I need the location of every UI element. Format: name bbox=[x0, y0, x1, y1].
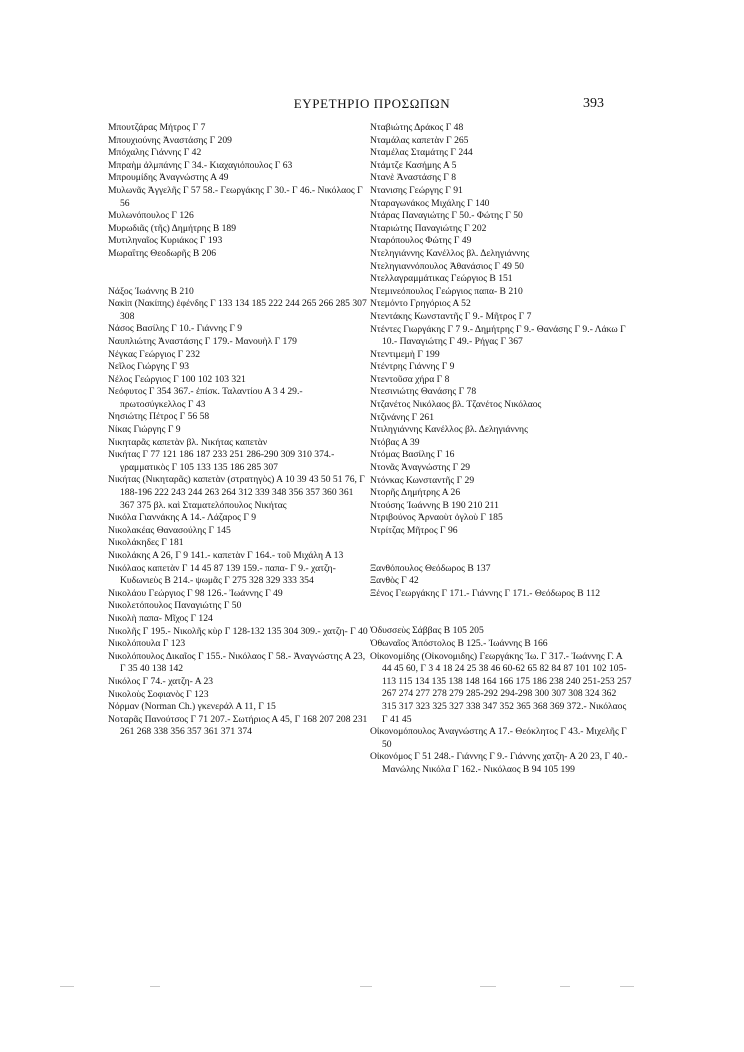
index-entry: Νικολοὺς Σοφιανὸς Γ 123 bbox=[108, 688, 209, 700]
index-entry: Νταριώτης Παναγιώτης Γ 202 bbox=[370, 222, 487, 234]
index-entry: Νικολῆς Γ 195.- Νικολῆς κὺρ Γ 128-132 135 304 309.- χατζη- Γ 40 bbox=[108, 625, 368, 637]
index-entry: Νάσος Βασίλης Γ 10.- Γιάννης Γ 9 bbox=[108, 323, 243, 335]
index-entry: Ντριβούνος Ἀρναοὺτ ὀγλοὺ Γ 185 bbox=[370, 512, 503, 524]
index-entry: Μυλωνᾶς Ἀγγελῆς Γ 57 58.- Γεωργάκης Γ 30.- Γ 46.- Νικόλαος Γ 56 bbox=[108, 184, 363, 209]
index-entry: Νταρόπουλος Φώτης Γ 49 bbox=[370, 235, 472, 247]
index-entry: Νταμέλας Σταμάτης Γ 244 bbox=[370, 147, 473, 159]
index-entry: Νησιώτης Πέτρος Γ 56 58 bbox=[108, 411, 210, 423]
index-entry: Ντόμας Βασίλης Γ 16 bbox=[370, 449, 455, 461]
index-entry: Νικολάκης Α 26, Γ 9 141.- καπετὰν Γ 164.- τοῦ Μιχάλη Α 13 bbox=[108, 550, 344, 561]
index-entry: Ντανισης Γεώργης Γ 91 bbox=[370, 184, 463, 196]
index-column-left bbox=[108, 122, 370, 739]
index-entry: Ντάμτζε Κασήμης Α 5 bbox=[370, 159, 457, 171]
index-entry: Μπραὴμ ἀλμπάνης Γ 34.- Κιαχαγιόπουλος Γ 63 bbox=[108, 159, 293, 171]
index-entry: Νταβιώτης Δράκος Γ 48 bbox=[370, 122, 464, 133]
index-entry: Ντεσινιώτης Θανάσης Γ 78 bbox=[370, 386, 477, 398]
index-entry: Οἰκονόμος Γ 51 248.- Γιάννης Γ 9.- Γιάννης χατζη- Α 20 23, Γ 40.- Μανώλης Νικόλα Γ 162.- Νικόλαος Β 94 105 199 bbox=[370, 751, 628, 775]
index-entry: Νικολάου Γεώργιος Γ 98 126.- Ἰωάννης Γ 49 bbox=[108, 587, 283, 599]
running-title: ΕΥΡΕΤΗΡΙΟ ΠΡΟΣΩΠΩΝ bbox=[293, 96, 451, 111]
index-entry: Νικολόπουλος Δικαῖος Γ 155.- Νικόλαος Γ 58.- Ἀναγνώστης Α 23, Γ 35 40 138 142 bbox=[108, 650, 366, 675]
index-entry: Ντεμινεόπουλος Γεώργιος παπα- Β 210 bbox=[370, 285, 523, 297]
index-entry: Νικόλαος καπετὰν Γ 14 45 87 139 159.- παπα- Γ 9.- χατζη- Κυδωνιεὺς Β 214.- ψωμᾶς Γ 275 328 329 333 354 bbox=[108, 562, 336, 587]
index-entry: Ντζανέτος Νικόλαος βλ. Τζανέτος Νικόλαος bbox=[370, 399, 542, 411]
index-entry: Ξένος Γεωργάκης Γ 171.- Γιάννης Γ 171.- Θεόδωρος Β 112 bbox=[370, 587, 601, 599]
index-entry: Νάξος Ἰωάννης Β 210 bbox=[108, 285, 194, 297]
index-entry: Ντεντοῦσα χήρα Γ 8 bbox=[370, 373, 450, 385]
index-entry: Ξανθόπουλος Θεόδωρος Β 137 bbox=[370, 562, 491, 574]
index-entry: Νικόλα Γιαννάκης Α 14.- Λάζαρος Γ 9 bbox=[108, 512, 257, 524]
index-entry: Ντονᾶς Ἀναγνώστης Γ 29 bbox=[370, 462, 471, 474]
index-entry: Νικόλος Γ 74.- χατζη- Α 23 bbox=[108, 675, 214, 687]
index-entry: Ναυπλιώτης Ἀναστάσης Γ 179.- Μανουὴλ Γ 179 bbox=[108, 335, 297, 347]
index-entry: Μυτιληναῖος Κυριάκος Γ 193 bbox=[108, 235, 223, 247]
bleed-through-marks bbox=[60, 986, 660, 992]
index-entry: Νικηταρᾶς καπετὰν βλ. Νικήτας καπετὰν bbox=[108, 436, 268, 448]
index-entry: Νικήτας Γ 77 121 186 187 233 251 286-290 309 310 374.- γραμματικὸς Γ 105 133 135 186 285 307 bbox=[108, 449, 335, 473]
index-entry: Ξανθὸς Γ 42 bbox=[370, 575, 419, 587]
index-entry: Ντεληγιαννόπουλος Ἀθανάσιος Γ 49 50 bbox=[370, 260, 524, 272]
index-entry: Νέλος Γεώργιος Γ 100 102 103 321 bbox=[108, 373, 246, 385]
index-entry: Νικολὴ παπα- Μῖχος Γ 124 bbox=[108, 612, 213, 624]
index-entry: Ντάρας Παναγιώτης Γ 50.- Φώτης Γ 50 bbox=[370, 210, 523, 222]
index-entry: Μπόχαλης Γιάννης Γ 42 bbox=[108, 147, 202, 159]
index-entry: Νακὶπ (Νακίπης) ἐφένδης Γ 133 134 185 222 244 265 266 285 307 308 bbox=[108, 298, 367, 322]
index-entry: Ντορῆς Δημήτρης Α 26 bbox=[370, 487, 461, 499]
index-entry: Νίκας Γιώργης Γ 9 bbox=[108, 424, 181, 436]
index-entry: Ντεντιμεμὴ Γ 199 bbox=[370, 348, 440, 360]
index-entry: Ντρίτζας Μῆτρος Γ 96 bbox=[370, 525, 458, 536]
index-entry: Μωραΐτης Θεοδωρῆς Β 206 bbox=[108, 247, 217, 259]
letter-group-gap bbox=[370, 600, 632, 625]
index-entry: Ντελλαγραμμάτικας Γεώργιος Β 151 bbox=[370, 273, 513, 285]
index-entry: Ντανὲ Ἀναστάσης Γ 8 bbox=[370, 172, 457, 184]
index-entry: Νικήτας (Νικηταρᾶς) καπετὰν (στρατηγὸς) Α 10 39 43 50 51 76, Γ 188-196 222 243 244 263 264 312 339 348 356 357 360 361 367 375 βλ. καὶ Σταματελόπουλος Νικήτας bbox=[108, 474, 365, 511]
index-entry: Μπουτζάρας Μήτρος Γ 7 bbox=[108, 122, 206, 133]
index-entry: Μπουχιούνης Ἀναστάσης Γ 209 bbox=[108, 134, 232, 146]
index-entry: Νοταρᾶς Πανούτσος Γ 71 207.- Σωτήριος Α 45, Γ 168 207 208 231 261 268 338 356 357 361 371 374 bbox=[108, 713, 368, 738]
index-entry: Νικολόπουλα Γ 123 bbox=[108, 638, 186, 650]
index-entry: Ντζινάνης Γ 261 bbox=[370, 411, 435, 423]
index-entry: Μυρωδιᾶς (τῆς) Δημήτρης Β 189 bbox=[108, 222, 237, 234]
index-entry: Ντεντάκης Κωνσταντῆς Γ 9.- Μῆτρος Γ 7 bbox=[370, 310, 532, 322]
index-entry: Νόρμαν (Norman Ch.) γκενεράλ Α 11, Γ 15 bbox=[108, 701, 276, 713]
index-entry: Ὀθωναῖος Ἀπόστολος Β 125.- Ἰωάννης Β 166 bbox=[370, 637, 548, 649]
index-entry: Μπρουμίδης Ἀναγνώστης Α 49 bbox=[108, 172, 229, 184]
index-entry: Οἰκονομίδης (Οἰκονομιδης) Γεωργάκης Ἰω. Γ 317.- Ἰωάννης Γ. Α 44 45 60, Γ 3 4 18 24 25 38 46 60-62 65 82 84 87 101 102 105-113 115 134 135 138 148 164 166 175 186 238 240 251-253 257 267 274 277 278 279 285-292 294-298 300 307 308 324 362 315 317 323 325 327 338 347 352 365 368 369 372.- Νικόλαος Γ 41 45 bbox=[370, 650, 632, 725]
index-entry: Ντεμόντο Γρηγόριος Α 52 bbox=[370, 298, 471, 310]
index-entry: Νεῖλος Γιώργης Γ 93 bbox=[108, 361, 190, 373]
page-header bbox=[0, 96, 744, 116]
index-entry: Νικολετόπουλος Παναγιώτης Γ 50 bbox=[108, 600, 242, 612]
index-entry: Ντιληγιάννης Κανέλλος βλ. Δεληγιάννης bbox=[370, 424, 528, 436]
index-entry: Νταμάλας καπετὰν Γ 265 bbox=[370, 134, 469, 146]
index-entry: Νικολακέας Θανασούλης Γ 145 bbox=[108, 524, 231, 536]
letter-group-gap bbox=[370, 538, 632, 563]
index-entry: Μυλωνόπουλος Γ 126 bbox=[108, 210, 194, 222]
page-number: 393 bbox=[583, 96, 604, 111]
index-entry: Νέγκας Γεώργιος Γ 232 bbox=[108, 348, 200, 360]
index-entry: Νικολάκηδες Γ 181 bbox=[108, 537, 184, 549]
index-entry: Νταραγωνάκος Μιχάλης Γ 140 bbox=[370, 197, 490, 209]
index-column-right bbox=[370, 122, 632, 777]
index-entry: Ντόνκας Κωνσταντῆς Γ 29 bbox=[370, 474, 475, 486]
index-entry: Νεόφυτος Γ 354 367.- ἐπίσκ. Ταλαντίου Α 3 4 29.- πρωτοσύγκελλος Γ 43 bbox=[108, 386, 303, 410]
index-entry: Ντεληγιάννης Κανέλλος βλ. Δεληγιάννης bbox=[370, 247, 530, 259]
index-entry: Ὀδυσσεὺς Σάββας Β 105 205 bbox=[370, 625, 484, 637]
index-entry: Ντέντρης Γιάννης Γ 9 bbox=[370, 361, 455, 373]
index-entry: Ντέντες Γιωργάκης Γ 7 9.- Δημήτρης Γ 9.- Θανάσης Γ 9.- Λάκω Γ 10.- Παναγιώτης Γ 49.- Ρήγας Γ 367 bbox=[370, 323, 626, 348]
index-entry: Ντόβας Α 39 bbox=[370, 436, 420, 448]
letter-group-gap bbox=[108, 261, 370, 286]
index-entry: Οἰκονομόπουλος Ἀναγνώστης Α 17.- Θεόκλητος Γ 43.- Μιχελῆς Γ 50 bbox=[370, 726, 627, 750]
index-entry: Ντούσης Ἰωάννης Β 190 210 211 bbox=[370, 499, 499, 511]
